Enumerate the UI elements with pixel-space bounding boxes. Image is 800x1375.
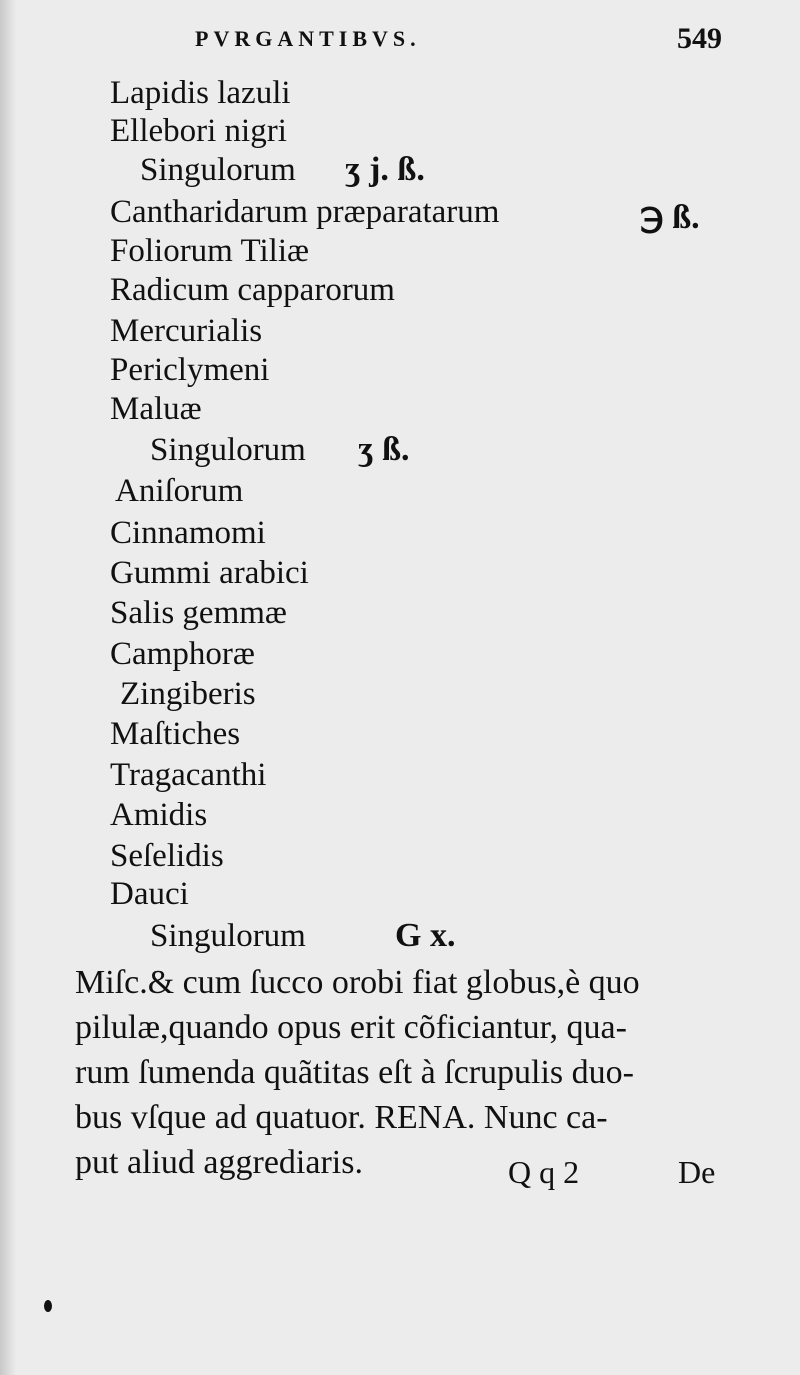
running-head: PVRGANTIBVS. bbox=[195, 26, 421, 51]
dose-mark: ʒ j. ß. bbox=[345, 151, 425, 188]
paragraph-line: Miſc.& cum ſucco orobi fiat globus,è quo bbox=[75, 964, 640, 1001]
ingredient-line: Dauci bbox=[110, 876, 189, 912]
ingredient-line: Singulorum bbox=[150, 432, 306, 468]
ingredient-line: Ellebori nigri bbox=[110, 113, 287, 149]
paragraph-line: rum ſumenda quãtitas eſt à ſcrupulis duo- bbox=[75, 1054, 634, 1091]
dose-mark: G x. bbox=[395, 917, 456, 954]
ingredient-line: Zingiberis bbox=[120, 676, 256, 712]
ingredient-line: Radicum capparorum bbox=[110, 272, 395, 308]
ingredient-line: Seſelidis bbox=[110, 838, 224, 874]
ingredient-line: Singulorum bbox=[150, 918, 306, 954]
ink-spot bbox=[44, 1300, 52, 1312]
ingredient-line: Cinnamomi bbox=[110, 515, 266, 551]
dose-mark: ʒ ß. bbox=[358, 431, 410, 468]
ingredient-line: Maſtiches bbox=[110, 716, 241, 752]
page-number: 549 bbox=[677, 22, 722, 55]
ingredient-line: Periclymeni bbox=[110, 352, 270, 388]
ingredient-line: Lapidis lazuli bbox=[110, 75, 291, 111]
ingredient-line: Aniſorum bbox=[115, 473, 244, 509]
ingredient-line: Camphoræ bbox=[110, 636, 255, 672]
paragraph-line: pilulæ,quando opus erit cõficiantur, qua- bbox=[75, 1009, 627, 1046]
ingredient-line: Amidis bbox=[110, 797, 208, 833]
ingredient-line: Tragacanthi bbox=[110, 757, 267, 793]
page-header bbox=[195, 22, 755, 62]
paragraph-line: bus vſque ad quatuor. RENA. Nunc ca- bbox=[75, 1099, 608, 1136]
ingredient-line: Mercurialis bbox=[110, 313, 263, 349]
ingredient-line: Salis gemmæ bbox=[110, 595, 287, 631]
ingredient-line: Foliorum Tiliæ bbox=[110, 233, 310, 269]
ingredient-line: Singulorum bbox=[140, 152, 296, 188]
catchword: De bbox=[678, 1154, 716, 1190]
signature-mark: Q q 2 bbox=[508, 1154, 580, 1190]
page-footer bbox=[0, 1150, 800, 1210]
dose-mark: ℈ ß. bbox=[640, 199, 700, 236]
ingredient-line: Cantharidarum præparatarum bbox=[110, 194, 500, 230]
paragraph-line: put aliud aggrediaris. bbox=[75, 1144, 363, 1181]
ingredient-line: Gummi arabici bbox=[110, 555, 309, 591]
ingredient-line: Maluæ bbox=[110, 391, 202, 427]
